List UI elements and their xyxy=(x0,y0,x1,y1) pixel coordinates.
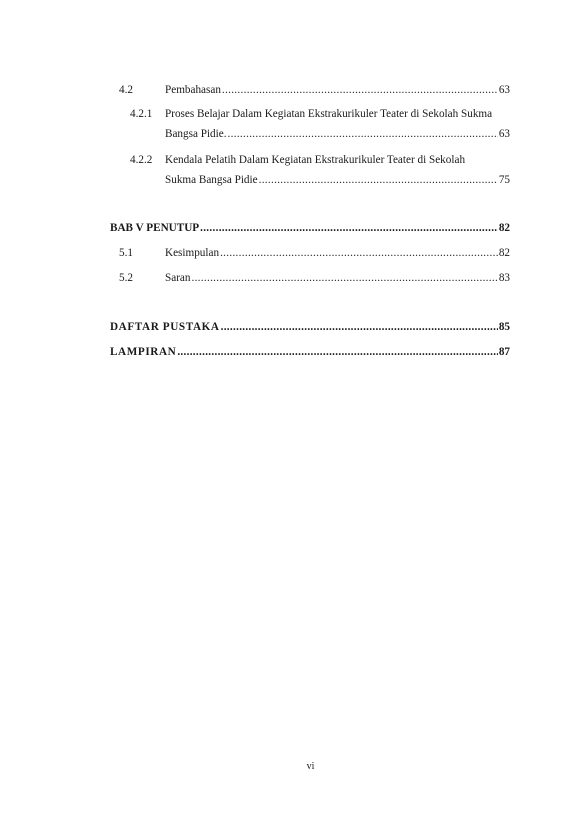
toc-entry-daftar-pustaka[interactable] xyxy=(110,320,510,334)
toc-entry-5-1[interactable] xyxy=(119,246,510,260)
toc-chapter-label: BAB V PENUTUP xyxy=(110,222,200,234)
toc-entry-label-line2: Bangsa Pidie. xyxy=(165,128,227,140)
toc-entry-number: 4.2.1 xyxy=(130,108,153,120)
toc-entry-4-2-2-continued[interactable] xyxy=(165,173,510,187)
toc-entry-label-line2: Sukma Bangsa Pidie xyxy=(165,174,258,186)
toc-entry-4-2-1-continued[interactable] xyxy=(165,127,510,141)
toc-entry-4-2-1[interactable] xyxy=(130,107,510,121)
toc-entry-page: 82 xyxy=(498,247,510,259)
toc-entry-label: Pembahasan xyxy=(165,84,221,96)
toc-entry-label: Kesimpulan xyxy=(165,247,220,259)
toc-entry-4-2-2[interactable] xyxy=(130,153,510,167)
page-number: vi xyxy=(306,761,315,772)
toc-entry-page: 87 xyxy=(498,346,510,358)
toc-entry-number: 4.2.2 xyxy=(130,154,153,166)
toc-entry-page: 63 xyxy=(498,128,510,140)
toc-entry-label-line1: Kendala Pelatih Dalam Kegiatan Ekstrakurikuler Teater di Sekolah xyxy=(165,154,466,166)
toc-leader-dots xyxy=(221,320,498,334)
toc-entry-5-2[interactable] xyxy=(119,271,510,285)
toc-entry-bab-5[interactable] xyxy=(110,221,510,235)
toc-leader-dots xyxy=(200,221,498,235)
toc-leader-dots xyxy=(222,83,498,97)
toc-entry-number: 5.1 xyxy=(119,247,133,259)
toc-leader-dots xyxy=(259,173,498,187)
toc-entry-label: Saran xyxy=(165,272,191,284)
toc-entry-page: 85 xyxy=(498,321,510,333)
toc-leader-dots xyxy=(228,127,498,141)
toc-chapter-label: DAFTAR PUSTAKA xyxy=(110,321,220,333)
toc-leader-dots xyxy=(220,246,498,260)
toc-entry-label-line1: Proses Belajar Dalam Kegiatan Ekstrakurikuler Teater di Sekolah Sukma xyxy=(165,108,493,120)
toc-entry-page: 82 xyxy=(498,222,510,234)
toc-leader-dots xyxy=(177,345,497,359)
toc-leader-dots xyxy=(191,271,497,285)
toc-entry-page: 75 xyxy=(498,174,510,186)
toc-entry-lampiran[interactable] xyxy=(110,345,510,359)
toc-chapter-label: LAMPIRAN xyxy=(110,346,177,358)
toc-entry-4-2[interactable] xyxy=(119,83,510,97)
toc-entry-page: 83 xyxy=(498,272,510,284)
toc-entry-number: 4.2 xyxy=(119,84,133,96)
toc-entry-number: 5.2 xyxy=(119,272,133,284)
toc-entry-page: 63 xyxy=(498,84,510,96)
